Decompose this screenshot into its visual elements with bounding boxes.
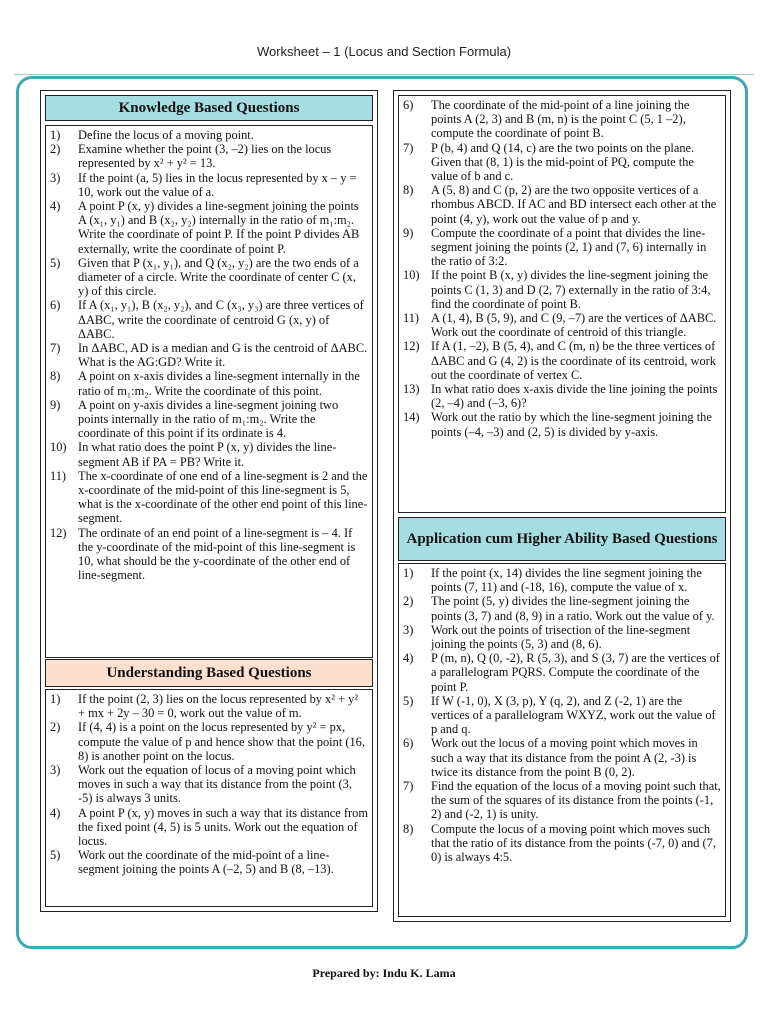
understanding-question-list [50, 692, 368, 877]
question-number: 9) [403, 225, 414, 240]
question-item [403, 410, 721, 438]
question-item [50, 369, 368, 397]
question-text: Compute the locus of a moving point which moves such that the ratio of its distance from the points (-7, 0) and (7, 0) is always 4:5. [431, 821, 716, 865]
knowledge-question-list [50, 128, 368, 583]
question-item [403, 623, 721, 651]
worksheet-title: Worksheet – 1 (Locus and Section Formula) [256, 44, 512, 59]
question-item [50, 763, 368, 806]
question-item [403, 226, 721, 269]
question-number: 13) [403, 382, 420, 397]
question-text: Compute the coordinate of a point that divides the line-segment joining the points (2, 1) and (7, 6) internally in the ratio of 3:2. [431, 225, 707, 269]
question-number: 14) [403, 410, 420, 425]
question-number: 6) [50, 298, 61, 313]
question-text: Given that P (x₁, y₁), and Q (x₂, y₂) are the two ends of a diameter of a circle. Write the coordinate of center C (x, y) of this circle. [78, 255, 359, 299]
question-item [50, 341, 368, 369]
question-item [50, 171, 368, 199]
question-text: A point on x-axis divides a line-segment internally in the ratio of m₁:m₂. Write the coordinate of this point. [78, 369, 360, 398]
question-number: 6) [403, 736, 414, 751]
question-text: Work out the locus of a moving point which moves in such a way that its distance from the point A (2, -3) is twice its distance from the point B (0, 2). [431, 736, 698, 779]
question-text: P (b, 4) and Q (14, c) are the two points on the plane. Given that (8, 1) is the mid-point of PQ, compute the value of b and c. [431, 140, 695, 184]
question-number: 12) [50, 525, 67, 540]
question-text: The point (5, y) divides the line-segment joining the points (3, 7) and (8, 9) in a ratio. Work out the value of y. [431, 594, 715, 623]
question-item [50, 128, 368, 142]
question-item [403, 268, 721, 311]
question-number: 3) [50, 763, 61, 778]
question-text: Work out the equation of locus of a moving point which moves in such a way that its distance from the point (3, -5) is always 3 units. [78, 763, 356, 806]
question-number: 1) [403, 566, 414, 580]
question-item [403, 594, 721, 622]
question-number: 5) [50, 255, 61, 270]
question-text: Work out the points of trisection of the line-segment joining the points (5, 3) and (8, 6). [431, 622, 691, 652]
question-number: 3) [403, 622, 414, 637]
question-item [50, 848, 368, 876]
question-text: Examine whether the point (3, –2) lies on the locus represented by x² + y² = 13. [78, 142, 332, 171]
question-item [50, 720, 368, 763]
question-text: If the point (2, 3) lies on the locus represented by x² + y² + mx + 2y – 30 = 0, work out the value of m. [78, 692, 359, 721]
question-number: 1) [50, 692, 61, 706]
question-text: A (1, 4), B (5, 9), and C (9, –7) are the vertices of ΔABC. Work out the coordinate of centroid of this triangle. [431, 311, 717, 340]
question-item [50, 256, 368, 299]
question-item [403, 651, 721, 694]
question-text: Define the locus of a moving point. [78, 128, 254, 142]
question-number: 7) [403, 140, 414, 155]
question-number: 5) [50, 848, 61, 863]
question-number: 2) [50, 142, 61, 157]
understanding-questions-box [45, 689, 373, 907]
question-item [403, 141, 721, 184]
knowledge-section-heading: Knowledge Based Questions [45, 95, 373, 121]
question-text: In what ratio does the point P (x, y) divides the line-segment AB if PA = PB? Write it. [78, 440, 337, 469]
continued-question-list [403, 98, 721, 439]
question-item [50, 526, 368, 583]
question-number: 8) [50, 369, 61, 384]
question-text: The x-coordinate of one end of a line-segment is 2 and the x-coordinate of the mid-point of this line-segment is 5, what is the x-coordinate of the other end point of this line-segment. [78, 468, 368, 526]
question-text: In what ratio does x-axis divide the line joining the points (2, –4) and (–3, 6)? [431, 382, 718, 411]
application-section-heading: Application cum Higher Ability Based Questions [398, 517, 726, 561]
question-number: 2) [50, 720, 61, 735]
question-text: A (5, 8) and C (p, 2) are the two opposite vertices of a rhombus ABCD. If AC and BD intersect each other at the point (4, y), work out the value of p and y. [431, 183, 717, 226]
question-text: A point on y-axis divides a line-segment joining two points internally in the ratio of m₁:m₂. Write the coordinate of this point if its ordinate is 4. [78, 397, 339, 441]
question-item [403, 822, 721, 865]
question-number: 6) [403, 98, 414, 112]
question-text: If (4, 4) is a point on the locus represented by y² = px, compute the value of p and hence show that the point (16, 8) is another point on the locus. [78, 720, 365, 763]
question-item [403, 183, 721, 226]
question-number: 7) [50, 341, 61, 356]
question-text: If W (-1, 0), X (3, p), Y (q, 2), and Z (-2, 1) are the vertices of a parallelogram WXYZ, work out the value of p and q. [431, 693, 716, 737]
question-number: 7) [403, 779, 414, 794]
question-number: 8) [403, 183, 414, 198]
question-number: 11) [403, 311, 420, 326]
question-item [50, 469, 368, 526]
application-question-list [403, 566, 721, 864]
question-text: If the point (a, 5) lies in the locus represented by x – y = 10, work out the value of a. [78, 170, 357, 199]
question-number: 4) [403, 651, 414, 666]
continued-questions-box [398, 95, 726, 513]
question-number: 9) [50, 397, 61, 412]
understanding-section-heading: Understanding Based Questions [45, 659, 373, 687]
header-divider [14, 74, 754, 75]
question-item [403, 566, 721, 594]
question-item [50, 142, 368, 170]
prepared-by-footer: Prepared by: Indu K. Lama [312, 966, 456, 980]
question-text: Work out the coordinate of the mid-point of a line-segment joining the points A (–2, 5) and B (8, –13). [78, 848, 334, 877]
question-number: 3) [50, 170, 61, 185]
question-text: If the point (x, 14) divides the line segment joining the points (7, 11) and (-18, 16), compute the value of x. [431, 566, 702, 595]
question-item [50, 692, 368, 720]
question-item [403, 382, 721, 410]
question-text: P (m, n), Q (0, -2), R (5, 3), and S (3, 7) are the vertices of a parallelogram PQRS. Compute the coordinate of the point P. [431, 651, 720, 694]
question-number: 4) [50, 199, 61, 214]
question-text: If A (1, –2), B (5, 4), and C (m, n) be the three vertices of ΔABC and G (4, 2) is the coordinate of its centroid, work out the coordinate of vertex C. [431, 339, 716, 382]
question-item [50, 806, 368, 849]
question-text: Work out the ratio by which the line-segment joining the points (–4, –3) and (2, 5) is divided by y-axis. [431, 410, 712, 439]
question-number: 5) [403, 693, 414, 708]
question-number: 1) [50, 128, 61, 142]
knowledge-questions-box [45, 125, 373, 658]
question-text: Find the equation of the locus of a moving point such that, the sum of the squares of its distance from the points (-1, 2) and (-2, 1) is unity. [431, 779, 721, 822]
question-item [50, 199, 368, 256]
question-number: 8) [403, 821, 414, 836]
question-item [403, 779, 721, 822]
right-column [393, 90, 731, 922]
question-number: 10) [50, 440, 67, 455]
question-item [403, 98, 721, 141]
question-number: 2) [403, 594, 414, 609]
application-questions-box [398, 563, 726, 917]
question-number: 11) [50, 468, 67, 483]
question-number: 4) [50, 805, 61, 820]
question-item [403, 339, 721, 382]
question-text: If the point B (x, y) divides the line-segment joining the points C (1, 3) and D (2, 7) externally in the ratio of 3:4, find the coordinate of point B. [431, 268, 711, 311]
question-text: The coordinate of the mid-point of a line joining the points A (2, 3) and B (m, n) is the point C (5, 1 –2), compute the coordinate of point B. [431, 98, 690, 141]
question-item [403, 694, 721, 737]
question-text: A point P (x, y) moves in such a way that its distance from the fixed point (4, 5) is 5 units. Work out the equation of locus. [78, 805, 368, 849]
question-text: In ΔABC, AD is a median and G is the centroid of ΔABC. What is the AG:GD? Write it. [78, 341, 368, 370]
question-text: A point P (x, y) divides a line-segment joining the points A (x₁, y₁) and B (x₂, y₂) internally in the ratio of m₁:m₂. Write the coordinate of point P. If the point P divides AB externally, write the coordinate of point P. [78, 199, 360, 256]
question-number: 10) [403, 268, 420, 283]
question-item [403, 311, 721, 339]
question-item [50, 398, 368, 441]
question-item [403, 736, 721, 779]
question-number: 12) [403, 339, 420, 354]
question-text: The ordinate of an end point of a line-segment is – 4. If the y-coordinate of the mid-point of this line-segment is 10, what should be the y-coordinate of the other end of line-segment. [78, 525, 356, 583]
question-item [50, 440, 368, 468]
left-column [40, 90, 378, 912]
question-text: If A (x₁, y₁), B (x₂, y₂), and C (x₃, y₃) are three vertices of ΔABC, write the coordinate of centroid G (x, y) of ΔABC. [78, 298, 364, 341]
question-item [50, 298, 368, 341]
